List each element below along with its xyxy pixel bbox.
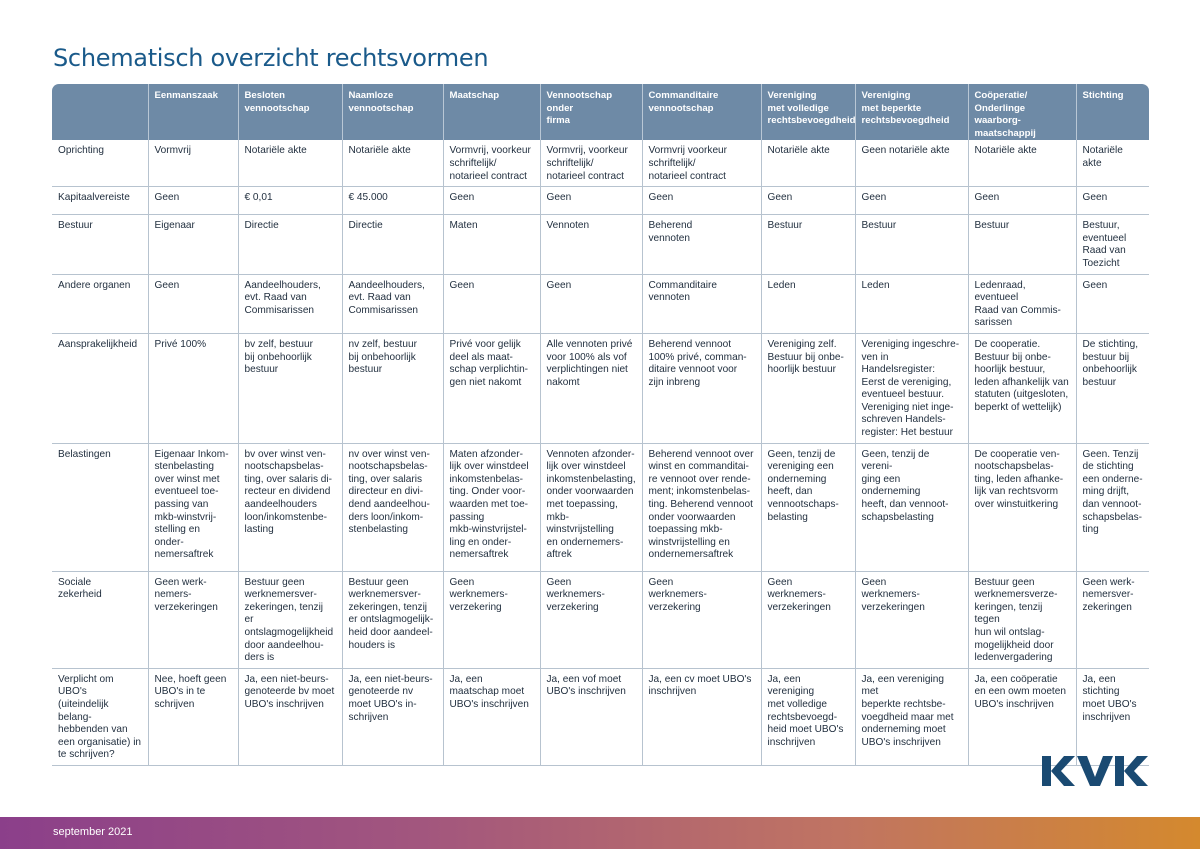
header-cell: Besloten vennootschap	[238, 84, 342, 140]
table-cell: € 0,01	[238, 187, 342, 215]
table-cell: Vormvrij	[148, 140, 238, 186]
row-label: Belastingen	[52, 443, 148, 571]
table-cell: Bestuur geen werknemersver- zekeringen, tenzij er ontslagmogelijk- heid door aandeel- houders is	[342, 571, 443, 668]
table-cell: Ja, een stichting moet UBO's inschrijven	[1076, 668, 1149, 765]
table-row	[52, 333, 1149, 443]
table-cell: nv over winst ven- nootschapsbelas- ting, over salaris directeur en divi- dend aandeelhou- ders loon/inkom- stenbelasting	[342, 443, 443, 571]
table-cell: Directie	[342, 215, 443, 274]
table-cell: Geen	[148, 274, 238, 333]
table-cell: Bestuur	[855, 215, 968, 274]
table-cell: € 45.000	[342, 187, 443, 215]
table-cell: Geen notariële akte	[855, 140, 968, 186]
table-cell: bv zelf, bestuur bij onbehoorlijk bestuur	[238, 333, 342, 443]
header-cell: Coöperatie/ Onderlinge waarborg- maatschappij	[968, 84, 1076, 140]
table-cell: Aandeelhouders, evt. Raad van Commisarissen	[342, 274, 443, 333]
row-label: Andere organen	[52, 274, 148, 333]
table-row	[52, 443, 1149, 571]
table-cell: Notariële akte	[1076, 140, 1149, 186]
header-row	[52, 84, 1149, 140]
table-cell: Bestuur	[968, 215, 1076, 274]
table-cell: Vormvrij, voorkeur schriftelijk/ notarieel contract	[443, 140, 540, 186]
table-row	[52, 140, 1149, 186]
table-cell: Vereniging ingeschre- ven in Handelsregister: Eerst de vereniging, eventueel bestuur. Vereniging niet inge- schreven Handels- register: Het bestuur	[855, 333, 968, 443]
table-cell: Geen werk- nemersver- zekeringen	[1076, 571, 1149, 668]
table-cell: Ledenraad, eventueel Raad van Commis- sarissen	[968, 274, 1076, 333]
table-cell: Directie	[238, 215, 342, 274]
table-cell: Geen, tenzij de vereniging een onderneming heeft, dan vennootschaps- belasting	[761, 443, 855, 571]
table-cell: Privé 100%	[148, 333, 238, 443]
table-cell: Ja, een coöperatie en een owm moeten UBO's inschrijven	[968, 668, 1076, 765]
table-cell: Notariële akte	[968, 140, 1076, 186]
table-cell: Bestuur	[761, 215, 855, 274]
table-cell: Alle vennoten privé voor 100% als vof verplichtingen niet nakomt	[540, 333, 642, 443]
table-cell: De cooperatie ven- nootschapsbelas- ting, leden afhanke- lijk van rechtsvorm over winstuitkering	[968, 443, 1076, 571]
table-cell: Ja, een maatschap moet UBO's inschrijven	[443, 668, 540, 765]
table-cell: Notariële akte	[342, 140, 443, 186]
header-cell: Stichting	[1076, 84, 1149, 140]
header-cell: Vennootschap onder firma	[540, 84, 642, 140]
table-cell: bv over winst ven- nootschapsbelas- ting, over salaris di- recteur en dividend aandeelhouders loon/inkomstenbe- lasting	[238, 443, 342, 571]
kvk-logo	[1040, 754, 1150, 793]
table-cell: Notariële akte	[238, 140, 342, 186]
table-cell: Beherend vennoot 100% privé, comman- ditaire vennoot voor zijn inbreng	[642, 333, 761, 443]
table-cell: Commanditaire vennoten	[642, 274, 761, 333]
table-cell: Ja, een vof moet UBO's inschrijven	[540, 668, 642, 765]
footer-bar	[0, 817, 1200, 849]
table-cell: Maten	[443, 215, 540, 274]
table-header	[52, 84, 1149, 140]
table-cell: Ja, een vereniging met volledige rechtsbevoegd- heid moet UBO's inschrijven	[761, 668, 855, 765]
kvk-logo-icon	[1040, 754, 1150, 788]
footer-date: september 2021	[53, 826, 133, 838]
table-cell: Eigenaar	[148, 215, 238, 274]
table-cell: Bestuur geen werknemersverze- keringen, tenzij tegen hun wil ontslag- mogelijkheid door ledenvergadering	[968, 571, 1076, 668]
table-cell: Ja, een vereniging met beperkte rechtsbe- voegdheid maar met onderneming moet UBO's inschrijven	[855, 668, 968, 765]
header-cell: Vereniging met volledige rechtsbevoegdheid	[761, 84, 855, 140]
table-cell: Geen	[443, 187, 540, 215]
table-cell: De stichting, bestuur bij onbehoorlijk bestuur	[1076, 333, 1149, 443]
header-cell: Eenmanszaak	[148, 84, 238, 140]
table-cell: Geen	[642, 187, 761, 215]
row-label: Bestuur	[52, 215, 148, 274]
table-cell: Vormvrij voorkeur schriftelijk/ notarieel contract	[642, 140, 761, 186]
header-cell: Naamloze vennootschap	[342, 84, 443, 140]
table-cell: Bestuur geen werknemersver- zekeringen, tenzij er ontslagmogelijkheid door aandeelhou- ders is	[238, 571, 342, 668]
table-cell: De cooperatie. Bestuur bij onbe- hoorlijk bestuur, leden afhankelijk van statuten (uitgesloten, beperkt of wettelijk)	[968, 333, 1076, 443]
table-cell: Geen werknemers- verzekering	[540, 571, 642, 668]
table-cell: Geen werknemers- verzekering	[443, 571, 540, 668]
table-cell: Notariële akte	[761, 140, 855, 186]
table-cell: Geen	[540, 187, 642, 215]
table-cell: Aandeelhouders, evt. Raad van Commisarissen	[238, 274, 342, 333]
row-label: Kapitaalvereiste	[52, 187, 148, 215]
table-cell: Privé voor gelijk deel als maat- schap verplichtin- gen niet nakomt	[443, 333, 540, 443]
table-row	[52, 215, 1149, 274]
table-cell: Beherend vennoot over winst en commanditai- re vennoot over rende- ment; inkomstenbelas- ting. Beherend vennoot onder voorwaarden toepassing mkb- winstvrijstelling en ondernemersaftrek	[642, 443, 761, 571]
table-cell: Geen	[1076, 187, 1149, 215]
table-cell: Geen	[761, 187, 855, 215]
table-cell: Vormvrij, voorkeur schriftelijk/ notarieel contract	[540, 140, 642, 186]
table-cell: Ja, een niet-beurs- genoteerde nv moet UBO's in- schrijven	[342, 668, 443, 765]
table-row	[52, 571, 1149, 668]
header-cell: Vereniging met beperkte rechtsbevoegdheid	[855, 84, 968, 140]
row-label: Sociale zekerheid	[52, 571, 148, 668]
table-cell: Geen werknemers- verzekeringen	[855, 571, 968, 668]
table-cell: Maten afzonder- lijk over winstdeel inkomstenbelas- ting. Onder voor- waarden met toe- passing mkb-winstvrijstel- ling en onder- nemersaftrek	[443, 443, 540, 571]
table-cell: Vennoten afzonder- lijk over winstdeel inkomstenbelasting, onder voorwaarden met toepassing, mkb-winstvrijstelling en ondernemers- aftrek	[540, 443, 642, 571]
table-cell: Leden	[761, 274, 855, 333]
table-cell: Beherend vennoten	[642, 215, 761, 274]
table-cell: Geen werknemers- verzekering	[642, 571, 761, 668]
table-cell: Bestuur, eventueel Raad van Toezicht	[1076, 215, 1149, 274]
table-cell: Nee, hoeft geen UBO's in te schrijven	[148, 668, 238, 765]
row-label: Verplicht om UBO's (uiteindelijk belang- hebbenden van een organisatie) in te schrijven?	[52, 668, 148, 765]
page-title: Schematisch overzicht rechtsvormen	[53, 44, 489, 72]
table-cell: Geen. Tenzij de stichting een onderne- ming drijft, dan vennoot- schapsbelas- ting	[1076, 443, 1149, 571]
table-body	[52, 140, 1149, 765]
header-cell: Maatschap	[443, 84, 540, 140]
table-cell: Geen werk- nemers- verzekeringen	[148, 571, 238, 668]
header-cell: Commanditaire vennootschap	[642, 84, 761, 140]
legal-forms-table	[52, 84, 1149, 766]
row-label: Aansprakelijkheid	[52, 333, 148, 443]
table-cell: Geen	[968, 187, 1076, 215]
table-cell: Ja, een cv moet UBO's inschrijven	[642, 668, 761, 765]
row-label: Oprichting	[52, 140, 148, 186]
table-cell: Geen	[540, 274, 642, 333]
table-cell: Geen, tenzij de vereni- ging een onderneming heeft, dan vennoot- schapsbelasting	[855, 443, 968, 571]
table-row	[52, 274, 1149, 333]
table-cell: Vennoten	[540, 215, 642, 274]
table-cell: Leden	[855, 274, 968, 333]
table-cell: nv zelf, bestuur bij onbehoorlijk bestuur	[342, 333, 443, 443]
table-cell: Eigenaar Inkom- stenbelasting over winst met eventueel toe- passing van mkb-winstvrij- stelling en onder- nemersaftrek	[148, 443, 238, 571]
table-cell: Geen	[148, 187, 238, 215]
table-row	[52, 187, 1149, 215]
table-cell: Ja, een niet-beurs- genoteerde bv moet UBO's inschrijven	[238, 668, 342, 765]
header-cell-empty	[52, 84, 148, 140]
table-cell: Vereniging zelf. Bestuur bij onbe- hoorlijk bestuur	[761, 333, 855, 443]
table-cell: Geen	[443, 274, 540, 333]
table-cell: Geen	[855, 187, 968, 215]
table-cell: Geen	[1076, 274, 1149, 333]
table-row	[52, 668, 1149, 765]
table-cell: Geen werknemers- verzekeringen	[761, 571, 855, 668]
